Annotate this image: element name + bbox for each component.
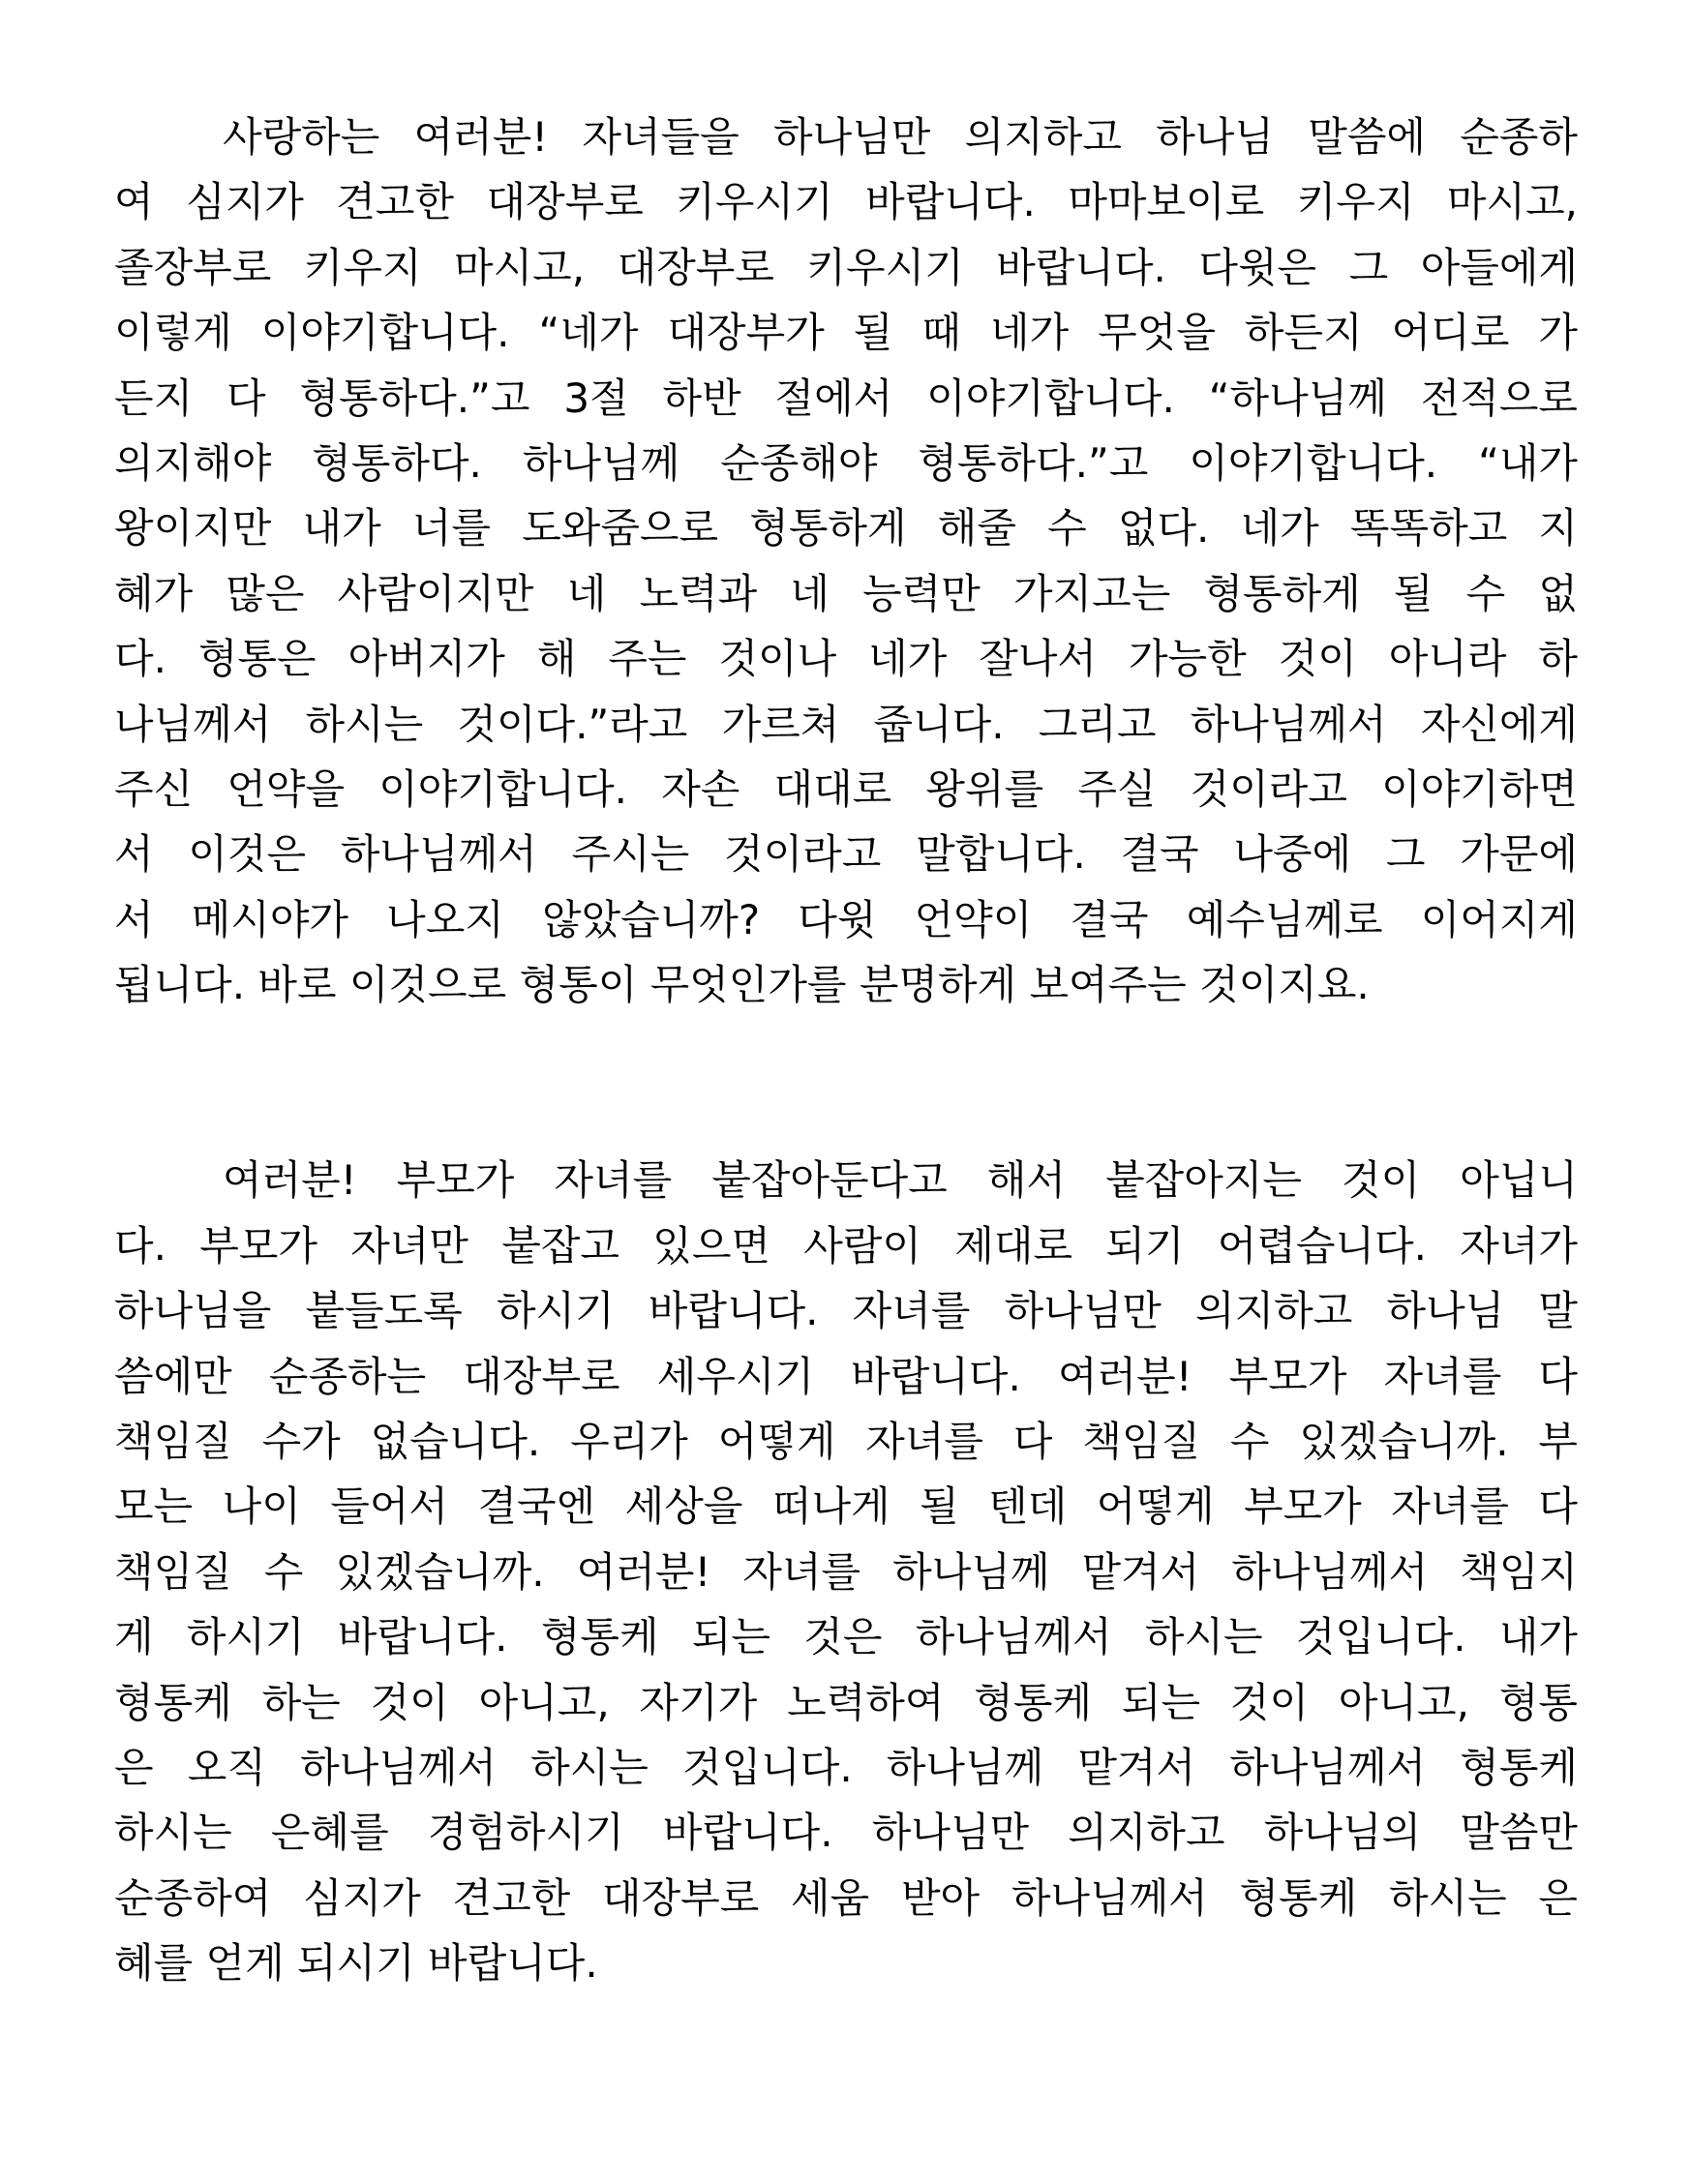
text-line: 다. 형통은 아버지가 해 주는 것이나 네가 잘나서 가능한 것이 아니라 하 [114,635,1578,683]
text-line: 됩니다. 바로 이것으로 형통이 무엇인가를 분명하게 보여주는 것이지요. [114,961,1370,1009]
text-line: 주신 언약을 이야기합니다. 자손 대대로 왕위를 주실 것이라고 이야기하면 [114,764,1578,813]
document-page [114,105,1578,1996]
text-line: 여러분! 부모가 자녀를 붙잡아둔다고 해서 붙잡아지는 것이 아닙니 [223,1156,1578,1205]
text-line: 든지 다 형통하다.”고 3절 하반 절에서 이야기합니다. “하나님께 전적으로 [114,374,1578,422]
text-line: 왕이지만 내가 너를 도와줌으로 형통하게 해줄 수 없다. 네가 똑똑하고 지 [114,504,1578,553]
paragraph-2 [114,1148,1578,1995]
text-line: 의지해야 형통하다. 하나님께 순종해야 형통하다.”고 이야기합니다. “내가 [114,438,1578,487]
text-line: 하시는 은혜를 경험하시기 바랍니다. 하나님만 의지하고 하나님의 말씀만 [114,1809,1578,1857]
text-line: 사랑하는 여러분! 자녀들을 하나님만 의지하고 하나님 말씀에 순종하 [223,113,1578,161]
text-line: 졸장부로 키우지 마시고, 대장부로 키우시기 바랍니다. 다윗은 그 아들에게 [114,243,1578,291]
text-line: 다. 부모가 자녀만 붙잡고 있으면 사람이 제대로 되기 어렵습니다. 자녀가 [114,1221,1578,1270]
text-line: 서 이것은 하나님께서 주시는 것이라고 말합니다. 결국 나중에 그 가문에 [114,830,1578,879]
text-line: 하나님을 붙들도록 하시기 바랍니다. 자녀를 하나님만 의지하고 하나님 말 [114,1287,1578,1335]
text-line: 여 심지가 견고한 대장부로 키우시기 바랍니다. 마마보이로 키우지 마시고, [114,178,1578,226]
text-line: 책임질 수 있겠습니까. 여러분! 자녀를 하나님께 맡겨서 하나님께서 책임지 [114,1547,1578,1596]
text-line: 게 하시기 바랍니다. 형통케 되는 것은 하나님께서 하시는 것입니다. 내가 [114,1613,1578,1661]
text-line: 씀에만 순종하는 대장부로 세우시기 바랍니다. 여러분! 부모가 자녀를 다 [114,1352,1578,1400]
text-line: 책임질 수가 없습니다. 우리가 어떻게 자녀를 다 책임질 수 있겠습니까. 부 [114,1418,1578,1466]
text-line: 이렇게 이야기합니다. “네가 대장부가 될 때 네가 무엇을 하든지 어디로 가 [114,309,1578,357]
text-line: 순종하여 심지가 견고한 대장부로 세움 받아 하나님께서 형통케 하시는 은 [114,1873,1578,1922]
text-line: 서 메시야가 나오지 않았습니까? 다윗 언약이 결국 예수님께로 이어지게 [114,895,1578,943]
text-line: 혜를 얻게 되시기 바랍니다. [114,1939,598,1988]
text-line: 모는 나이 들어서 결국엔 세상을 떠나게 될 텐데 어떻게 부모가 자녀를 다 [114,1482,1578,1531]
text-line: 나님께서 하시는 것이다.”라고 가르쳐 줍니다. 그리고 하나님께서 자신에게 [114,700,1578,748]
text-line: 혜가 많은 사람이지만 네 노력과 네 능력만 가지고는 형통하게 될 수 없 [114,569,1578,617]
text-line: 형통케 하는 것이 아니고, 자기가 노력하여 형통케 되는 것이 아니고, 형통 [114,1678,1578,1726]
paragraph-1 [114,105,1578,1017]
paragraph-spacer [114,1017,1578,1148]
text-line: 은 오직 하나님께서 하시는 것입니다. 하나님께 맡겨서 하나님께서 형통케 [114,1743,1578,1791]
